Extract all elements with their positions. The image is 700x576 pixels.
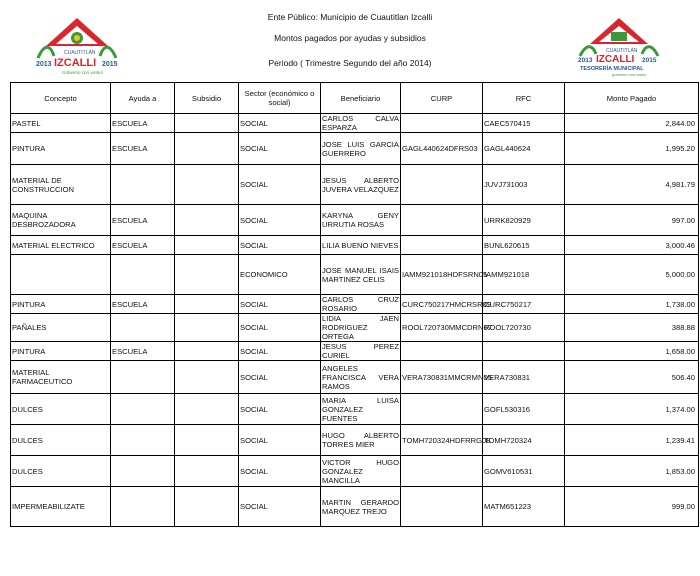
- cell-subsidio: [175, 295, 239, 314]
- table-row: [11, 487, 699, 527]
- cell-rfc: [483, 342, 565, 361]
- cell-curp: TOMH720324HDFRRG08: [401, 425, 483, 456]
- cell-monto: 5,000.00: [565, 255, 699, 295]
- logo-left-city: IZCALLI: [54, 57, 97, 69]
- cell-beneficiario: JOSE LUIS GARCIA GUERRERO: [321, 133, 401, 165]
- table-header-row: [11, 83, 699, 114]
- table-row: [11, 342, 699, 361]
- cell-beneficiario: ANGELES FRANCISCA VERA RAMOS: [321, 361, 401, 394]
- table-row: [11, 425, 699, 456]
- cell-sector: SOCIAL: [239, 394, 321, 425]
- cell-subsidio: [175, 342, 239, 361]
- cell-sector: SOCIAL: [239, 361, 321, 394]
- cell-sector: SOCIAL: [239, 425, 321, 456]
- cell-subsidio: [175, 114, 239, 133]
- document-header: [0, 0, 700, 80]
- cell-sector: SOCIAL: [239, 342, 321, 361]
- cell-ayuda: [111, 361, 175, 394]
- cell-subsidio: [175, 255, 239, 295]
- cell-ayuda: [111, 425, 175, 456]
- cell-subsidio: [175, 487, 239, 527]
- cell-subsidio: [175, 236, 239, 255]
- cell-concepto: [11, 255, 111, 295]
- cell-sector: SOCIAL: [239, 165, 321, 205]
- cell-subsidio: [175, 394, 239, 425]
- cell-ayuda: ESCUELA: [111, 342, 175, 361]
- cell-curp: [401, 456, 483, 487]
- cell-rfc: CAEC570415: [483, 114, 565, 133]
- cell-curp: [401, 114, 483, 133]
- table-row: [11, 255, 699, 295]
- col-header-ayuda: Ayuda a: [111, 83, 175, 114]
- cell-curp: [401, 205, 483, 236]
- cell-subsidio: [175, 456, 239, 487]
- cell-rfc: URRK820929: [483, 205, 565, 236]
- cell-monto: 1,738.00: [565, 295, 699, 314]
- cell-monto: 2,844.00: [565, 114, 699, 133]
- tesoreria-logo-right: [574, 14, 664, 78]
- cell-ayuda: ESCUELA: [111, 133, 175, 165]
- table-row: [11, 456, 699, 487]
- subsidies-table: [10, 82, 699, 527]
- table-row: [11, 114, 699, 133]
- cell-rfc: VERA730831: [483, 361, 565, 394]
- logo-right-years-left: 2013: [578, 57, 593, 64]
- table-body: [11, 114, 699, 527]
- cell-curp: [401, 236, 483, 255]
- cell-ayuda: [111, 255, 175, 295]
- logo-right-years-right: 2015: [642, 57, 657, 64]
- cell-concepto: PASTEL: [11, 114, 111, 133]
- table-row: [11, 205, 699, 236]
- cell-monto: 1,239.41: [565, 425, 699, 456]
- col-header-beneficiario: Beneficiario: [321, 83, 401, 114]
- table-row: [11, 165, 699, 205]
- header-period: Periodo ( Trimestre Segundo del año 2014): [268, 58, 432, 68]
- cell-monto: 999.00: [565, 487, 699, 527]
- cell-rfc: GAGL440624: [483, 133, 565, 165]
- cell-monto: 1,374.00: [565, 394, 699, 425]
- cell-concepto: PINTURA: [11, 342, 111, 361]
- cell-ayuda: [111, 165, 175, 205]
- cell-curp: GAGL440624DFRS03: [401, 133, 483, 165]
- cell-concepto: PINTURA: [11, 295, 111, 314]
- cell-subsidio: [175, 361, 239, 394]
- cell-monto: 4,981.79: [565, 165, 699, 205]
- cell-beneficiario: JESUS ALBERTO JUVERA VELAZQUEZ: [321, 165, 401, 205]
- cell-curp: IAMM921018HDFSRN05: [401, 255, 483, 295]
- logo-right-city: IZCALLI: [596, 54, 635, 65]
- table-row: [11, 295, 699, 314]
- cell-ayuda: ESCUELA: [111, 236, 175, 255]
- cell-beneficiario: CARLOS CRUZ ROSARIO: [322, 295, 399, 313]
- cell-monto: 3,000.46: [565, 236, 699, 255]
- cell-rfc: TOMH720324: [483, 425, 565, 456]
- cell-concepto: IMPERMEABILIZATE: [11, 487, 111, 527]
- table-row: [11, 133, 699, 165]
- cell-sector: ECONOMICO: [239, 255, 321, 295]
- table-row: [11, 236, 699, 255]
- cell-ayuda: [111, 487, 175, 527]
- cell-rfc: GOFL530316: [483, 394, 565, 425]
- cell-beneficiario: JOSE MANUEL ISAIS MARTINEZ CELIS: [321, 255, 401, 295]
- izcalli-logo-left: [30, 14, 125, 78]
- col-header-curp: CURP: [401, 83, 483, 114]
- cell-beneficiario: MARTIN GERARDO MARQUEZ TREJO: [321, 487, 401, 527]
- cell-concepto: DULCES: [11, 425, 111, 456]
- cell-beneficiario: JESUS PEREZ CURIEL: [322, 342, 399, 360]
- col-header-subsidio: Subsidio: [175, 83, 239, 114]
- logo-left-years-left: 2013: [36, 61, 52, 68]
- cell-subsidio: [175, 205, 239, 236]
- cell-concepto: PAÑALES: [11, 314, 111, 342]
- cell-sector: SOCIAL: [239, 314, 321, 342]
- col-header-monto: Monto Pagado: [565, 83, 699, 114]
- cell-beneficiario: LIDIA JAEN RODRIGUEZ ORTEGA: [322, 314, 399, 341]
- cell-rfc: JUVJ731003: [483, 165, 565, 205]
- cell-rfc: BUNL620615: [483, 236, 565, 255]
- cell-monto: 506.40: [565, 361, 699, 394]
- cell-ayuda: ESCUELA: [111, 205, 175, 236]
- cell-subsidio: [175, 165, 239, 205]
- logo-left-years-right: 2015: [102, 61, 118, 68]
- cell-sector: SOCIAL: [239, 205, 321, 236]
- cell-beneficiario: CARLOS CALVA ESPARZA: [322, 114, 399, 132]
- cell-monto: 388.88: [565, 314, 699, 342]
- cell-subsidio: [175, 133, 239, 165]
- cell-sector: SOCIAL: [239, 133, 321, 165]
- col-header-concepto: Concepto: [11, 83, 111, 114]
- cell-concepto: MATERIAL DE CONSTRUCCION: [11, 165, 111, 205]
- logo-left-tagline: Gobierno con visión!: [62, 70, 104, 75]
- cell-rfc: MATM651223: [483, 487, 565, 527]
- cell-sector: SOCIAL: [239, 236, 321, 255]
- cell-rfc: CURC750217: [483, 295, 565, 314]
- cell-sector: SOCIAL: [239, 456, 321, 487]
- cell-rfc: GOMV610531: [483, 456, 565, 487]
- cell-rfc: ROOL720730: [483, 314, 565, 342]
- cell-curp: CURC750217HMCRSR09: [401, 295, 483, 314]
- cell-concepto: PINTURA: [11, 133, 111, 165]
- cell-curp: [401, 487, 483, 527]
- table-row: [11, 314, 699, 342]
- cell-ayuda: [111, 314, 175, 342]
- col-header-rfc: RFC: [483, 83, 565, 114]
- cell-ayuda: ESCUELA: [111, 295, 175, 314]
- cell-concepto: DULCES: [11, 394, 111, 425]
- cell-concepto: MAQUINA DESBROZADORA: [11, 205, 111, 236]
- logo-left-top: CUAUTITLÁN: [64, 50, 96, 56]
- cell-ayuda: [111, 456, 175, 487]
- cell-monto: 1,995.20: [565, 133, 699, 165]
- cell-concepto: DULCES: [11, 456, 111, 487]
- table-row: [11, 394, 699, 425]
- cell-monto: 1,658.00: [565, 342, 699, 361]
- cell-monto: 997.00: [565, 205, 699, 236]
- logo-right-tagline: gobierno con visión: [612, 72, 647, 77]
- col-header-sector: Sector (económico o social): [239, 83, 321, 114]
- cell-curp: [401, 165, 483, 205]
- cell-curp: [401, 342, 483, 361]
- cell-curp: ROOL720730MMCDRN07: [401, 314, 483, 342]
- cell-beneficiario: HUGO ALBERTO TORRES MIER: [321, 425, 401, 456]
- header-entity: Ente Público: Municipio de Cuautitlan Izcalli: [267, 12, 433, 22]
- cell-rfc: IAMM921018: [483, 255, 565, 295]
- cell-subsidio: [175, 314, 239, 342]
- cell-ayuda: [111, 394, 175, 425]
- logo-right-sub: TESORERÍA MUNICIPAL: [580, 66, 644, 72]
- cell-beneficiario: MARIA LUISA GONZALEZ FUENTES: [322, 395, 399, 423]
- cell-concepto: MATERIAL ELECTRICO: [11, 236, 111, 255]
- cell-sector: SOCIAL: [239, 487, 321, 527]
- cell-ayuda: ESCUELA: [111, 114, 175, 133]
- cell-subsidio: [175, 425, 239, 456]
- logo-right-top: CUAUTITLÁN: [606, 48, 638, 54]
- cell-concepto: MATERIAL FARMACEUTICO: [11, 361, 111, 394]
- cell-beneficiario: KARYNA GENY URRUTIA ROSAS: [321, 205, 401, 236]
- cell-beneficiario: VICTOR HUGO GONZALEZ MANCILLA: [322, 457, 399, 485]
- table-row: [11, 361, 699, 394]
- cell-sector: SOCIAL: [239, 114, 321, 133]
- cell-curp: VERA730831MMCRMN05: [401, 361, 483, 394]
- cell-monto: 1,853.00: [565, 456, 699, 487]
- cell-beneficiario: LILIA BUENO NIEVES: [321, 236, 401, 255]
- cell-curp: [401, 394, 483, 425]
- cell-sector: SOCIAL: [239, 295, 321, 314]
- header-title: Montos pagados por ayudas y subsidios: [274, 33, 426, 43]
